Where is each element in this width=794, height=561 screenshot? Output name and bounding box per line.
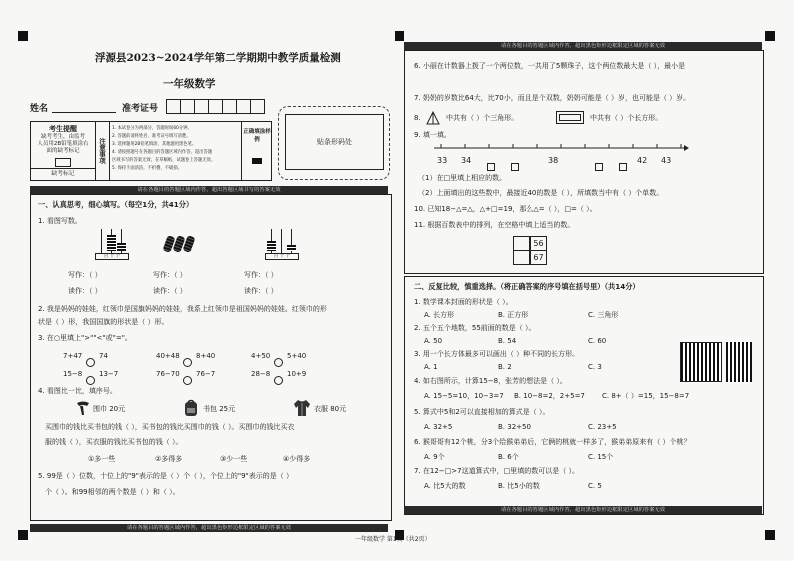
rule-5: 区域书写的答案无效；在草稿纸、试题卷上答题无效。 <box>112 158 216 163</box>
exam-title: 浮源县2023~2024学年第二学期期中教学质量检测 <box>95 52 341 64</box>
q5-line-2: 个（ ）。和99相邻的两个数是（ ）和（ ）。 <box>45 488 180 496</box>
q5-line-1: 5. 99是（ ）位数，十位上的"9"表示的是（ ）个（ ），个位上的"9"表示的是（ ） <box>38 472 293 480</box>
rules-list <box>112 125 215 173</box>
compare-circle-2[interactable] <box>183 352 192 371</box>
write-blank-3[interactable]: 写作：（ ） <box>244 271 278 279</box>
s2-q7-opt-b: B. 比5小的数 <box>498 482 540 490</box>
tick-38: 38 <box>548 156 559 165</box>
s2-q6-opt-b: B. 6个 <box>498 453 519 461</box>
s2-q4-opt-c: C. 8+（ ）=15，15−8=7 <box>602 392 690 400</box>
blank-box-3[interactable] <box>595 156 603 175</box>
scarf-price: 围巾 20元 <box>93 405 126 413</box>
scarf-icon <box>75 400 91 416</box>
rules-title: 注意事项 <box>95 122 110 180</box>
option-4: ④少得多 <box>283 455 311 463</box>
s2-q7-opt-a: A. 比5大的数 <box>424 482 466 490</box>
s2-q5-opt-b: B. 32+50 <box>498 423 531 431</box>
tick-42: 42 <box>637 156 648 165</box>
clothes-price: 衣服 80元 <box>314 405 347 413</box>
grid-cell-67: 67 <box>530 250 547 265</box>
option-2: ②多得多 <box>155 455 183 463</box>
abacus-1 <box>95 229 129 261</box>
compare-4-left: 15−8 <box>63 370 83 378</box>
q8-triangles: 中共有（ ）个三角形。 <box>446 114 519 122</box>
compare-circle-6[interactable] <box>274 370 283 389</box>
s2-q3-opt-c: C. 3 <box>588 363 602 371</box>
triangle-figure-icon <box>426 110 440 124</box>
s2-q6: 6. 猴哥哥有12个桃，分3个给猴弟弟后，它俩的桃就一样多了，猴弟弟原来有（ ）个桃？ <box>414 438 691 446</box>
rule-3: 3. 选择题用2B铅笔填涂，其他题用黑色笔。 <box>112 142 197 147</box>
grid-blank-b[interactable] <box>513 250 530 265</box>
counting-sticks-figure <box>680 338 752 384</box>
s2-q2-opt-a: A. 50 <box>424 337 443 345</box>
fill-example-cell <box>241 122 272 180</box>
schoolbag-icon <box>183 399 199 417</box>
notice-cell <box>31 122 96 180</box>
notice-line-1: 缺考考生，由监考 <box>40 134 85 140</box>
q11-text: 11. 根据百数表中的排列，在空格中填上适当的数。 <box>414 221 575 229</box>
q4-line-2: 服的钱（ ），买衣服的钱比买书包的钱（ ）。 <box>45 438 183 446</box>
s2-q2-opt-b: B. 54 <box>498 337 517 345</box>
option-3: ③少一些 <box>220 455 248 463</box>
q4-line-1: 买围巾的钱比买书包的钱（ ），买书包的钱比买围巾的钱（ ）。买围巾的钱比买衣 <box>45 423 295 431</box>
compare-2-right: 8+40 <box>196 352 216 360</box>
compare-3-right: 5+40 <box>287 352 307 360</box>
compare-5-right: 76−7 <box>196 370 216 378</box>
s2-q4-opt-b: B. 10−8=2，2+5=7 <box>514 392 585 400</box>
notice-line-3: 面的缺考标记 <box>46 148 80 154</box>
grid-blank-a[interactable] <box>513 236 530 251</box>
q9-text: 9. 填一填。 <box>414 131 451 139</box>
s2-q5: 5. 算式中5和2可以直接相加的算式是（ ）。 <box>414 408 550 416</box>
q2-line-1: 2. 我是妈妈的娃娃，红领巾是国旗妈妈的娃娃，我系上红领巾是祖国妈妈的娃娃。红领巾的形 <box>38 305 327 313</box>
q8-rectangles: 中共有（ ）个长方形。 <box>590 114 663 122</box>
compare-2-left: 40+48 <box>156 352 180 360</box>
s2-q6-opt-c: C. 15个 <box>588 453 614 461</box>
s2-q3-opt-b: B. 2 <box>498 363 512 371</box>
read-blank-3[interactable]: 读作：（ ） <box>244 287 278 295</box>
abacus-2-label: 百 十 个 <box>265 253 299 260</box>
q2-line-2: 状是（ ）形，我国国旗的形状是（ ）形。 <box>38 318 169 326</box>
ticket-number-boxes[interactable] <box>166 99 264 114</box>
filled-example-mark <box>252 158 262 164</box>
barcode-label: 贴条形码处 <box>317 138 352 146</box>
compare-6-left: 28−8 <box>251 370 271 378</box>
blank-box-1[interactable] <box>487 156 495 175</box>
page-footer: 一年级数学 第1页（共2页） <box>355 536 431 543</box>
option-1: ①多一些 <box>88 455 116 463</box>
section-1-title: 一、认真思考，细心填写。（每空1分，共41分） <box>38 200 194 209</box>
q4-text: 4. 看图比一比，填序号。 <box>38 387 117 395</box>
answer-area-notice-bottom-left: 请在各题目的答题区域内作答，超出黑色矩形边框限定区域的答案无效 <box>30 524 388 532</box>
read-blank-2[interactable]: 读作：（ ） <box>153 287 187 295</box>
abacus-2 <box>265 229 299 261</box>
s2-q1-opt-a: A. 长方形 <box>424 311 455 319</box>
compare-1-left: 7+47 <box>63 352 83 360</box>
grid-cell-56: 56 <box>530 236 547 251</box>
s2-q4: 4. 如右图所示，计算15−8，张芳的想法是（ ）。 <box>414 377 567 385</box>
write-blank-1[interactable]: 写作：（ ） <box>68 271 102 279</box>
clothes-icon <box>293 399 311 417</box>
absent-mark-box[interactable] <box>55 158 71 167</box>
answer-area-notice-bottom-right: 请在各题目的答题区域内作答，超出黑色矩形边框限定区域的答案无效 <box>404 506 762 514</box>
absent-label: 缺考标记 <box>31 168 95 180</box>
notice-title: 考生提醒 <box>49 125 77 133</box>
s2-q2: 2. 五个五个地数，55前面的数是（ ）。 <box>414 324 536 332</box>
s2-q6-opt-a: A. 9个 <box>424 453 445 461</box>
answer-area-notice-top-right: 请在各题目的答题区域内作答，超出黑色矩形边框限定区域的答案无效 <box>404 42 762 50</box>
s2-q1: 1. 数学课本封面的形状是（ ）。 <box>414 298 513 306</box>
q8-number: 8. <box>414 114 421 122</box>
compare-circle-5[interactable] <box>183 370 192 389</box>
s2-q3-opt-a: A. 1 <box>424 363 438 371</box>
answer-area-notice-top-left: 请在各题目的答题区域内作答，超出答题区域书写的答案无效 <box>30 186 388 194</box>
s2-q2-opt-c: C. 60 <box>588 337 607 345</box>
q10-text: 10. 已知18−△=△，△+□=19，那么△=（ ），□=（ ）。 <box>414 205 597 213</box>
name-field[interactable] <box>52 112 116 113</box>
name-label: 姓名 <box>30 104 49 114</box>
abacus-1-label: 百 十 个 <box>95 253 129 260</box>
rule-4: 4. 请按照题号在各题目的答题区域内作答，超出答题 <box>112 150 212 155</box>
ticket-label: 准考证号 <box>122 104 159 114</box>
s2-q4-opt-a: A. 15−5=10，10−3=7 <box>424 392 504 400</box>
compare-1-right: 74 <box>99 352 108 360</box>
exam-info-table <box>30 121 272 181</box>
blank-box-2[interactable] <box>511 156 519 175</box>
q9-part-1: （1）在□里填上相应的数。 <box>418 174 507 182</box>
compare-circle-1[interactable] <box>86 352 95 371</box>
compare-circle-3[interactable] <box>274 352 283 371</box>
s2-q5-opt-c: C. 23+5 <box>588 423 617 431</box>
compare-3-left: 4+50 <box>251 352 271 360</box>
write-blank-2[interactable]: 写作：（ ） <box>153 271 187 279</box>
rule-2: 2. 答题前请将姓名、准考证号填写清楚。 <box>112 134 191 139</box>
compare-6-right: 10+9 <box>287 370 307 378</box>
rule-1: 1. 本试卷分为两部分，答题时间60分钟。 <box>112 126 192 131</box>
section-2-title: 二、反复比较，慎重选择。（将正确答案的序号填在括号里）（共14分） <box>414 282 640 291</box>
q3-text: 3. 在○里填上">""<"或"="。 <box>38 334 132 342</box>
s2-q7: 7. 在12−□>7这道算式中，□里填的数可以是（ ）。 <box>414 467 579 475</box>
s2-q5-opt-a: A. 32+5 <box>424 423 453 431</box>
fill-example-label: 正确填涂样例 <box>243 129 271 143</box>
subject-title: 一年级数学 <box>163 78 216 90</box>
q7-text: 7. 奶奶的岁数比64大，比70小，而且是个双数，奶奶可能是（ ）岁，也可能是（ ）岁。 <box>414 94 691 102</box>
blank-box-4[interactable] <box>619 156 627 175</box>
q1-text: 1. 看图写数。 <box>38 217 82 225</box>
s2-q1-opt-c: C. 三角形 <box>588 311 619 319</box>
s2-q3: 3. 用一个长方体最多可以画出（ ）种不同的长方形。 <box>414 350 580 358</box>
rule-6: 5. 保持卡面清洁，不折叠、不破损。 <box>112 166 182 171</box>
q9-part-2: （2）上面填出的这些数中，最接近40的数是（ ），所填数当中有（ ）个单数。 <box>418 189 664 197</box>
compare-5-left: 76−70 <box>156 370 180 378</box>
tick-43: 43 <box>661 156 672 165</box>
schoolbag-price: 书包 25元 <box>203 405 236 413</box>
tick-34: 34 <box>461 156 472 165</box>
read-blank-1[interactable]: 读作：（ ） <box>68 287 102 295</box>
s2-q1-opt-b: B. 正方形 <box>498 311 529 319</box>
tick-33: 33 <box>437 156 448 165</box>
rectangle-figure-icon <box>556 111 584 124</box>
s2-q7-opt-c: C. 5 <box>588 482 602 490</box>
q6-text: 6. 小丽在计数器上拨了一个两位数，一共用了5颗珠子，这个两位数最大是（ ），最小是 <box>414 62 686 70</box>
compare-4-right: 13−7 <box>99 370 119 378</box>
notice-line-2: 人员用2B铅笔填涂右 <box>37 141 89 147</box>
barcode-box[interactable] <box>285 114 384 170</box>
